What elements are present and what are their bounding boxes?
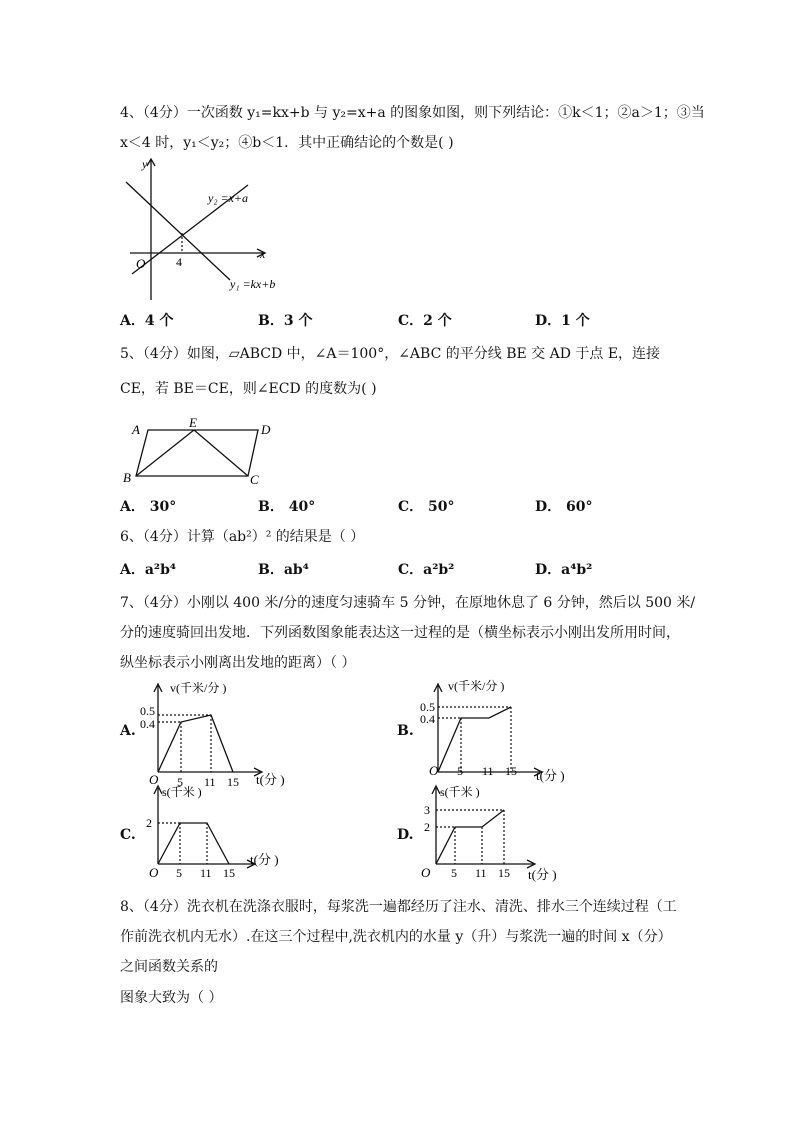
q7-graph-b-ytick-05: 0.5 (420, 700, 435, 714)
q7-graph-a-ytick-04: 0.4 (140, 717, 155, 731)
q7-graph-c-curve (158, 823, 229, 864)
q7-graph-d-ytick-2: 2 (424, 820, 430, 834)
q7-graph-c-xlabel: t(分 ) (250, 852, 279, 867)
q7-graph-a-curve (158, 715, 233, 772)
q7-graph-c-xtick-15: 15 (223, 866, 235, 880)
q6-option-a[interactable]: A．a²b⁴ (120, 562, 176, 578)
q4-x-label: x (260, 247, 266, 261)
q4-y1-label: y₁ =kx+b (230, 277, 276, 291)
q7-option-b-letter[interactable]: B. (397, 723, 414, 739)
q6-option-d[interactable]: D．a⁴b² (535, 562, 593, 578)
q7-option-d-letter[interactable]: D. (397, 827, 414, 843)
q5-option-c[interactable]: C． 50° (398, 499, 455, 515)
q7-text-line3: 纵坐标表示小刚离出发地的距离）（ ） (120, 655, 356, 671)
q7-graph-c-xtick-5: 5 (176, 866, 182, 880)
q4-y-label: y (142, 157, 148, 171)
q7-graph-c-xtick-11: 11 (200, 866, 212, 880)
q4-option-a[interactable]: A．4 个 (120, 313, 174, 329)
q4-option-d[interactable]: D．1 个 (535, 313, 590, 329)
q7-graph-d-ytick-3: 3 (424, 803, 430, 817)
q5-label-b: B (123, 470, 131, 485)
q7-graph-d-origin: O (421, 865, 431, 880)
q7-option-c-letter[interactable]: C. (120, 827, 136, 843)
q7-graph-c[interactable] (138, 780, 298, 888)
q6-option-c[interactable]: C．a²b² (398, 562, 455, 578)
q8-text-line2: 作前洗衣机内无水）.在这三个过程中,洗衣机内的水量 y（升）与浆洗一遍的时间 x（分） (120, 929, 672, 945)
q7-option-a-letter[interactable]: A. (120, 723, 136, 739)
q4-y2-label: y₂ =x+a (208, 191, 249, 205)
q4-origin-label: O (136, 256, 146, 271)
q4-option-c[interactable]: C．2 个 (398, 313, 452, 329)
q7-graph-a-xtick-5: 5 (177, 775, 183, 789)
q7-graph-d-xtick-15: 15 (498, 866, 510, 880)
q7-graph-d-xlabel: t(分 ) (528, 867, 557, 882)
q5-label-e: E (189, 415, 197, 430)
q7-graph-d-xtick-11: 11 (475, 866, 487, 880)
q7-graph-b-xtick-15: 15 (505, 764, 517, 778)
q7-graph-a[interactable] (138, 676, 298, 789)
q4-option-b[interactable]: B．3 个 (258, 313, 313, 329)
q7-graph-b-curve (438, 707, 511, 772)
q8-text-line3: 之间函数关系的 (120, 959, 218, 975)
q7-graph-b-xtick-5: 5 (457, 764, 463, 778)
q7-graph-a-ytick-05: 0.5 (140, 704, 155, 718)
q6-text-line1: 6、（4分）计算（ab²）² 的结果是（ ） (120, 529, 365, 545)
q7-graph-b-xtick-11: 11 (482, 764, 494, 778)
q7-graph-a-xtick-11: 11 (204, 775, 216, 789)
q7-graph-b-origin: O (429, 763, 439, 778)
q7-graph-b-ylabel: v(千米/分 ) (448, 679, 505, 693)
q5-parallelogram-figure (118, 416, 278, 488)
q5-segment-ce (194, 430, 248, 476)
q8-text-line4: 图象大致为（ ） (120, 990, 223, 1006)
q7-graph-a-xtick-15: 15 (227, 775, 239, 789)
q7-text-line1: 7、（4分）小刚以 400 米/分的速度匀速骑车 5 分钟，在原地休息了 6 分钟，然后以 500 米/ (120, 595, 696, 611)
q4-graph (118, 156, 288, 302)
q5-label-c: C (250, 472, 259, 487)
q5-text-line2: CE，若 BE＝CE，则∠ECD 的度数为( ) (120, 381, 377, 397)
q7-graph-c-origin: O (149, 865, 159, 880)
q7-graph-d-xtick-5: 5 (451, 866, 457, 880)
q7-graph-d-ylabel: s(千米 ) (440, 785, 480, 799)
q5-text-line1: 5、（4分）如图，▱ABCD 中，∠A＝100°，∠ABC 的平分线 BE 交 AD 于点 E，连接 (120, 346, 661, 362)
q7-graph-a-origin: O (149, 772, 159, 787)
q7-graph-c-ytick-2: 2 (146, 816, 152, 830)
q7-graph-b[interactable] (418, 676, 578, 786)
q5-option-d[interactable]: D． 60° (535, 499, 593, 515)
q8-text-line1: 8、（4分）洗衣机在洗涤衣服时，每浆洗一遍都经历了注水、清洗、排水三个连续过程（工 (120, 899, 677, 915)
q4-tick-4: 4 (176, 255, 182, 269)
q7-graph-d[interactable] (418, 780, 578, 888)
q5-label-a: A (132, 422, 140, 437)
q6-option-b[interactable]: B．ab⁴ (258, 562, 309, 578)
q7-graph-b-xlabel: t(分 ) (536, 768, 565, 783)
q5-label-d: D (261, 422, 271, 437)
q4-text-line2: x＜4 时，y₁＜y₂；④b＜1．其中正确结论的个数是( ) (120, 135, 454, 151)
q7-graph-c-ylabel: s(千米 ) (162, 785, 202, 799)
q5-segment-be (136, 430, 194, 476)
q5-option-b[interactable]: B． 40° (258, 499, 316, 515)
q4-text-line1: 4、（4分）一次函数 y₁=kx+b 与 y₂=x+a 的图象如图，则下列结论：①k＜1；②a＞1；③当 (120, 105, 705, 121)
q7-graph-d-curve (436, 810, 504, 864)
q7-graph-b-ytick-04: 0.4 (420, 712, 435, 726)
q7-text-line2: 分的速度骑回出发地．下列函数图象能表达这一过程的是（横坐标表示小刚出发所用时间， (120, 625, 680, 641)
q5-option-a[interactable]: A． 30° (120, 499, 177, 515)
q7-graph-a-ylabel: v(千米/分 ) (170, 681, 227, 695)
q7-graph-a-xlabel: t(分 ) (256, 772, 285, 787)
